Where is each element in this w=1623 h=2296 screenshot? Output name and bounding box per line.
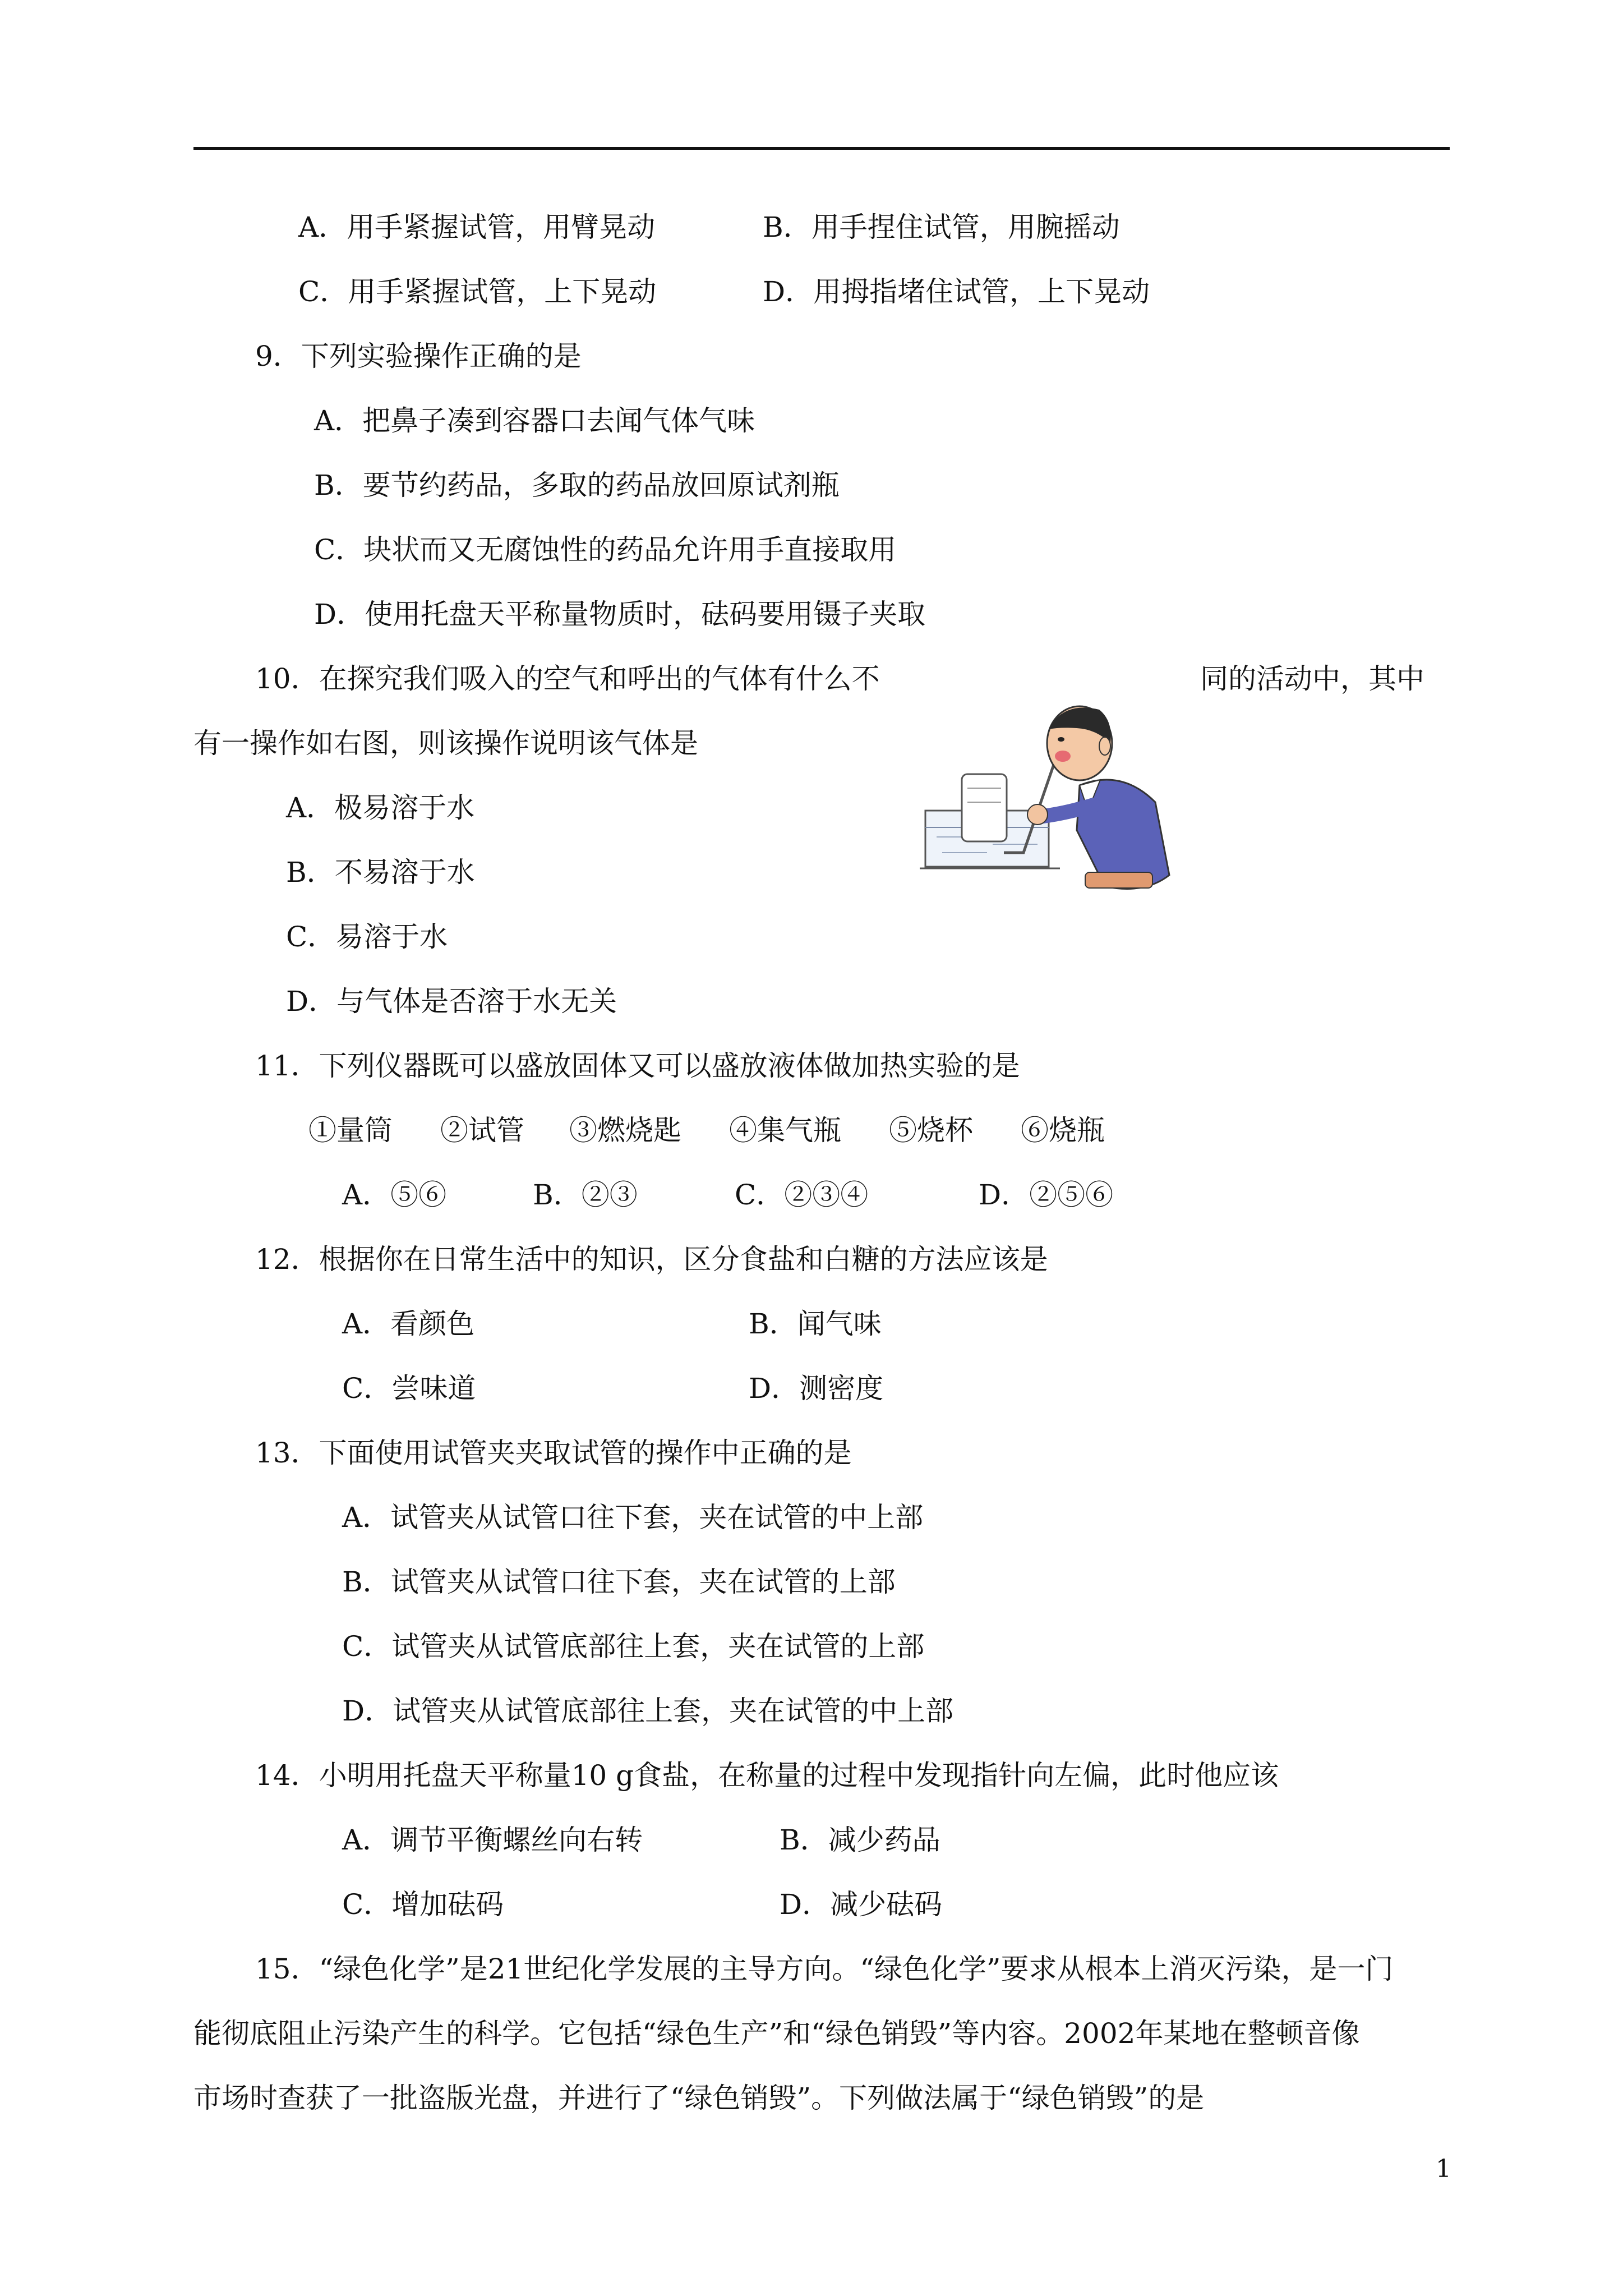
q13-option-a: A．试管夹从试管口往下套，夹在试管的中上部	[342, 1501, 924, 1534]
header-rule	[193, 147, 1450, 150]
q10-option-c: C．易溶于水	[286, 921, 448, 953]
q14-option-b: B．减少药品	[780, 1824, 940, 1856]
q13-option-b: B．试管夹从试管口往下套，夹在试管的上部	[342, 1566, 896, 1598]
q10-option-a: A．极易溶于水	[286, 792, 475, 824]
q15-line-3: 市场时查获了一批盗版光盘，并进行了“绿色销毁”。下列做法属于“绿色销毁”的是	[193, 2082, 1205, 2114]
q11-stem: 11．下列仪器既可以盛放固体又可以盛放液体做加热实验的是	[255, 1050, 1020, 1082]
page-number: 1	[1436, 2155, 1451, 2183]
q9-option-a: A．把鼻子凑到容器口去闻气体气味	[314, 404, 755, 437]
q8-option-a: A．用手紧握试管，用臂晃动	[298, 211, 656, 243]
q12-stem: 12．根据你在日常生活中的知识，区分食盐和白糖的方法应该是	[255, 1243, 1048, 1276]
q8-option-d: D．用拇指堵住试管，上下晃动	[763, 275, 1150, 308]
q11-option-c: C．②③④	[735, 1179, 869, 1211]
q12-option-c: C．尝味道	[342, 1372, 476, 1405]
q14-stem: 14．小明用托盘天平称量10 g食盐，在称量的过程中发现指针向左偏，此时他应该	[255, 1759, 1279, 1792]
q13-option-d: D．试管夹从试管底部往上套，夹在试管的中上部	[342, 1695, 954, 1727]
q11-item-6: ⑥烧瓶	[1021, 1114, 1105, 1147]
q10-option-b: B．不易溶于水	[286, 856, 475, 889]
q11-item-5: ⑤烧杯	[889, 1114, 973, 1147]
q10-stem-line2: 有一操作如右图，则该操作说明该气体是	[193, 727, 698, 760]
q12-option-a: A．看颜色	[342, 1308, 475, 1340]
q9-option-b: B．要节约药品，多取的药品放回原试剂瓶	[314, 469, 840, 501]
gas-collection-illustration	[920, 690, 1178, 903]
q9-option-c: C．块状而又无腐蚀性的药品允许用手直接取用	[314, 533, 897, 566]
q11-item-1: ①量筒	[308, 1114, 393, 1147]
q8-option-b: B．用手捏住试管，用腕摇动	[763, 211, 1120, 243]
q14-option-d: D．减少砝码	[780, 1888, 943, 1921]
q10-option-d: D．与气体是否溶于水无关	[286, 985, 617, 1018]
q11-item-2: ②试管	[440, 1114, 524, 1147]
q13-stem: 13．下面使用试管夹夹取试管的操作中正确的是	[255, 1437, 852, 1469]
q14-option-c: C．增加砝码	[342, 1888, 504, 1921]
q11-option-a: A．⑤⑥	[342, 1179, 447, 1211]
q14-option-a: A．调节平衡螺丝向右转	[342, 1824, 643, 1856]
q9-option-d: D．使用托盘天平称量物质时，砝码要用镊子夹取	[314, 598, 926, 631]
q10-stem-part1: 10．在探究我们吸入的空气和呼出的气体有什么不	[255, 662, 880, 695]
q13-option-c: C．试管夹从试管底部往上套，夹在试管的上部	[342, 1630, 925, 1663]
q12-option-b: B．闻气味	[749, 1308, 882, 1340]
q12-option-d: D．测密度	[749, 1372, 884, 1405]
q11-option-b: B．②③	[533, 1179, 638, 1211]
q8-option-c: C．用手紧握试管，上下晃动	[298, 275, 657, 308]
q11-option-d: D．②⑤⑥	[979, 1179, 1114, 1211]
q11-item-3: ③燃烧匙	[569, 1114, 681, 1147]
q9-stem: 9．下列实验操作正确的是	[255, 340, 582, 372]
q10-stem-part2: 同的活动中，其中	[1200, 662, 1424, 695]
q11-item-4: ④集气瓶	[729, 1114, 841, 1147]
q15-line-1: 15．“绿色化学”是21世纪化学发展的主导方向。“绿色化学”要求从根本上消灭污染，是一门	[255, 1953, 1394, 1985]
q15-line-2: 能彻底阻止污染产生的科学。它包括“绿色生产”和“绿色销毁”等内容。2002年某地在整顿音像	[193, 2017, 1360, 2050]
